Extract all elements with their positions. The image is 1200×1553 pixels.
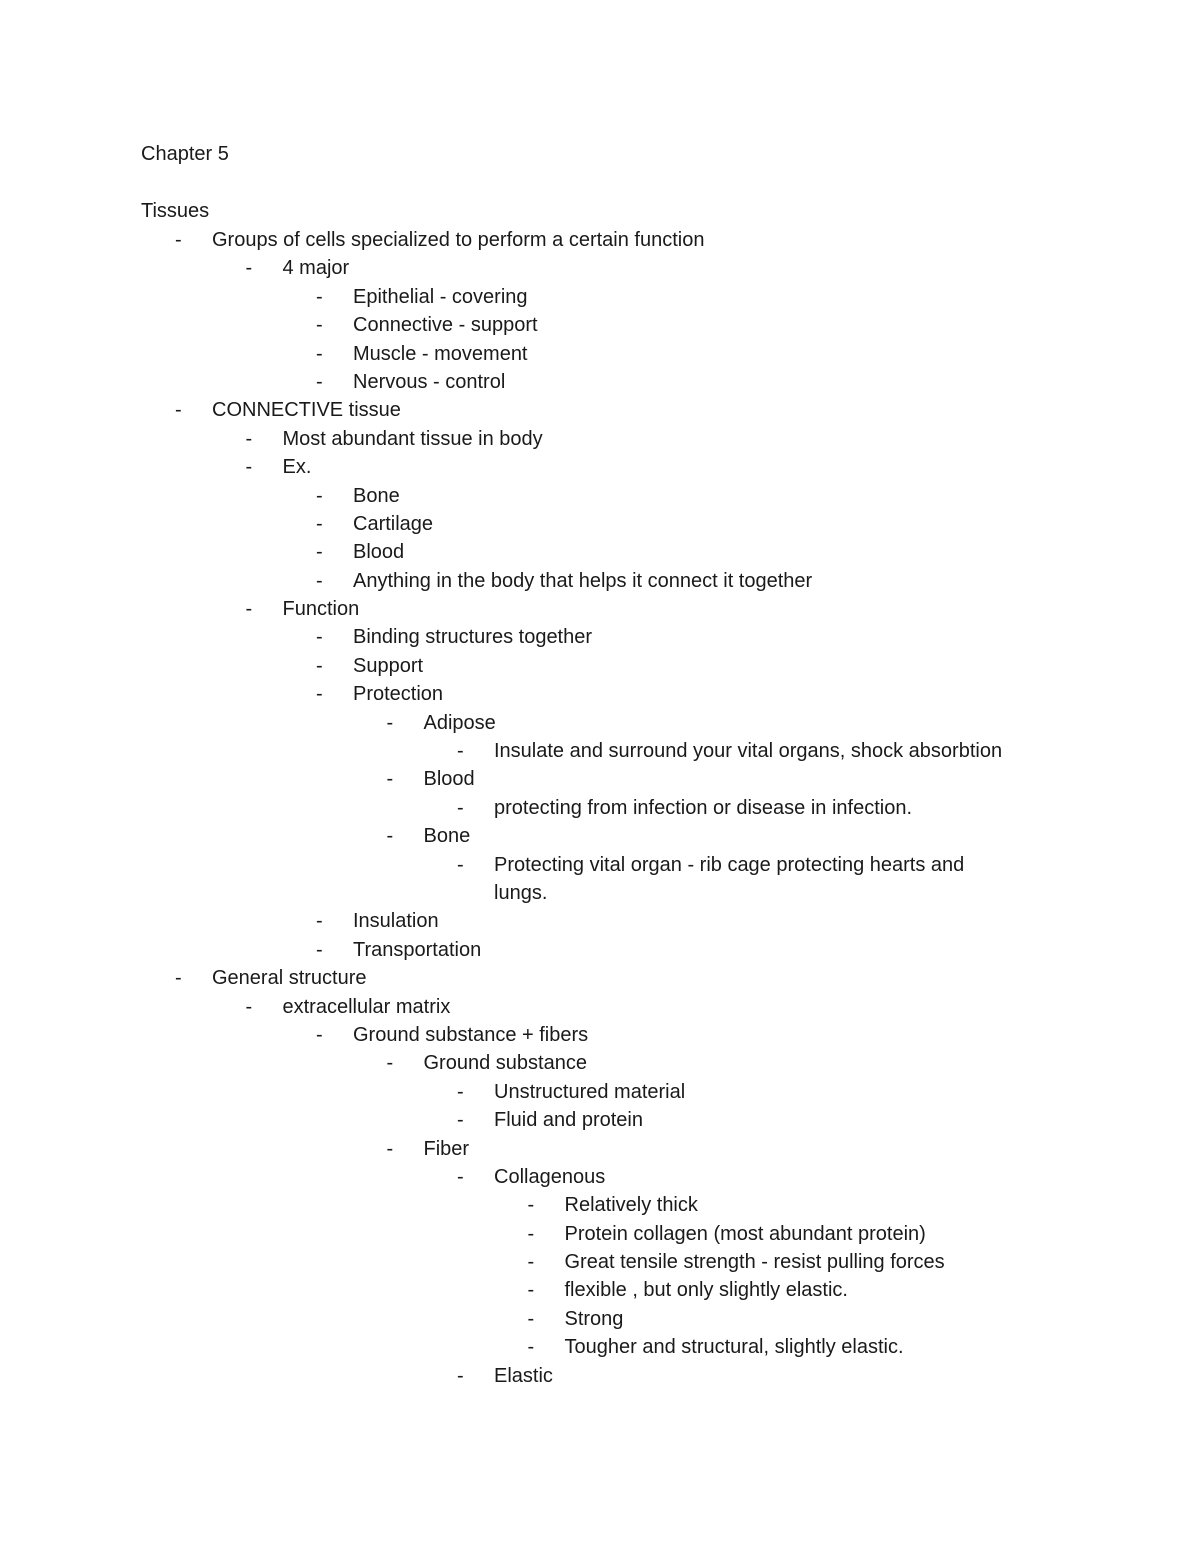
list-item-text: Strong xyxy=(564,1307,624,1330)
chapter-title: Chapter 5 xyxy=(141,143,229,165)
list-item xyxy=(0,510,1200,538)
bullet-dash: - xyxy=(316,1023,323,1046)
list-item-text: 4 major xyxy=(282,257,350,280)
bullet-dash: - xyxy=(316,484,323,507)
list-item xyxy=(0,1276,1200,1304)
list-item xyxy=(0,907,1200,935)
list-item xyxy=(0,340,1200,368)
list-item xyxy=(0,964,1200,992)
list-item xyxy=(0,822,1200,850)
bullet-dash: - xyxy=(457,853,464,876)
bullet-dash: - xyxy=(316,512,323,535)
bullet-dash: - xyxy=(316,683,323,706)
bullet-dash: - xyxy=(175,967,182,990)
list-item-text: Groups of cells specialized to perform a certain function xyxy=(212,229,705,251)
list-item xyxy=(0,311,1200,339)
bullet-dash: - xyxy=(457,1364,464,1387)
list-item xyxy=(0,453,1200,481)
bullet-dash: - xyxy=(245,995,253,1018)
list-item-text: Muscle - movement xyxy=(353,342,528,365)
bullet-dash: - xyxy=(245,456,253,479)
list-item-text: Protein collagen (most abundant protein) xyxy=(564,1222,926,1245)
list-item-text: Cartilage xyxy=(353,512,434,535)
list-item xyxy=(0,623,1200,651)
bullet-outline xyxy=(0,226,1200,1390)
bullet-dash: - xyxy=(175,399,182,422)
bullet-dash: - xyxy=(386,825,394,848)
list-item xyxy=(0,1333,1200,1361)
list-item-text: Function xyxy=(282,598,360,621)
bullet-dash: - xyxy=(245,598,253,621)
list-item-text: General structure xyxy=(212,967,367,990)
section-title: Tissues xyxy=(141,200,210,222)
list-item-text: Fluid and protein xyxy=(494,1109,643,1132)
list-item-text: Ground substance + fibers xyxy=(353,1023,589,1046)
list-item-text: Fiber xyxy=(423,1137,470,1160)
list-item xyxy=(0,482,1200,510)
list-item xyxy=(0,1362,1200,1390)
list-item-text: Great tensile strength - resist pulling forces xyxy=(564,1251,945,1274)
bullet-dash: - xyxy=(245,427,253,450)
list-item-text: lungs. xyxy=(494,881,548,904)
list-item-text: Bone xyxy=(423,825,471,848)
list-item xyxy=(0,709,1200,737)
list-item-text: Support xyxy=(353,654,424,677)
bullet-dash: - xyxy=(316,342,323,365)
list-item xyxy=(0,652,1200,680)
bullet-dash: - xyxy=(386,768,394,791)
bullet-dash: - xyxy=(316,910,323,933)
list-item xyxy=(0,851,1200,879)
list-item xyxy=(0,1191,1200,1219)
list-item xyxy=(0,737,1200,765)
list-item-text: Connective - support xyxy=(353,314,538,337)
bullet-dash: - xyxy=(457,796,464,819)
list-item xyxy=(0,1305,1200,1333)
list-item xyxy=(0,254,1200,282)
list-item-text: protecting from infection or disease in infection. xyxy=(494,796,912,819)
bullet-dash: - xyxy=(527,1279,535,1302)
list-item xyxy=(0,567,1200,595)
list-item xyxy=(0,425,1200,453)
list-item-text: flexible , but only slightly elastic. xyxy=(564,1279,848,1302)
list-item xyxy=(0,368,1200,396)
bullet-dash: - xyxy=(386,1052,394,1075)
list-item xyxy=(0,226,1200,254)
bullet-dash: - xyxy=(527,1222,535,1245)
list-item xyxy=(0,936,1200,964)
list-item-text: Tougher and structural, slightly elastic. xyxy=(564,1336,904,1359)
list-item-text: Adipose xyxy=(423,711,496,734)
list-item xyxy=(0,794,1200,822)
list-item xyxy=(0,1021,1200,1049)
list-item-text: Epithelial - covering xyxy=(353,285,528,308)
list-item-text: Nervous - control xyxy=(353,370,506,393)
list-item-text: Blood xyxy=(423,768,475,791)
list-item xyxy=(0,993,1200,1021)
bullet-dash: - xyxy=(527,1336,535,1359)
list-item xyxy=(0,1135,1200,1163)
list-item-text: Ex. xyxy=(282,456,312,479)
list-item-text: Blood xyxy=(353,541,405,564)
list-item xyxy=(0,879,1200,907)
bullet-dash: - xyxy=(386,711,394,734)
list-item-text: Insulate and surround your vital organs, shock absorbtion xyxy=(494,740,1003,763)
bullet-dash: - xyxy=(316,654,323,677)
bullet-dash: - xyxy=(316,626,323,649)
list-item xyxy=(0,283,1200,311)
list-item-text: Collagenous xyxy=(494,1165,606,1188)
bullet-dash: - xyxy=(316,938,323,961)
list-item-text: Anything in the body that helps it connect it together xyxy=(353,569,813,592)
bullet-dash: - xyxy=(316,541,323,564)
list-item xyxy=(0,396,1200,424)
bullet-dash: - xyxy=(316,285,323,308)
list-item xyxy=(0,538,1200,566)
list-item-text: Transportation xyxy=(353,938,482,961)
list-item-text: extracellular matrix xyxy=(282,995,451,1018)
list-item xyxy=(0,1220,1200,1248)
bullet-dash: - xyxy=(175,229,182,251)
list-item-text: CONNECTIVE tissue xyxy=(212,399,401,422)
list-item-text: Protection xyxy=(353,683,444,706)
list-item xyxy=(0,1049,1200,1077)
list-item-text: Bone xyxy=(353,484,400,507)
list-item xyxy=(0,765,1200,793)
list-item xyxy=(0,595,1200,623)
bullet-dash: - xyxy=(527,1194,535,1217)
bullet-dash: - xyxy=(457,1109,464,1132)
list-item xyxy=(0,680,1200,708)
bullet-dash: - xyxy=(245,257,253,280)
bullet-dash: - xyxy=(457,1080,464,1103)
list-item-text: Binding structures together xyxy=(353,626,593,649)
list-item-text: Ground substance xyxy=(423,1052,587,1075)
list-item-text: Elastic xyxy=(494,1364,553,1387)
bullet-dash: - xyxy=(316,370,323,393)
bullet-dash: - xyxy=(386,1137,394,1160)
list-item xyxy=(0,1248,1200,1276)
list-item xyxy=(0,1106,1200,1134)
bullet-dash: - xyxy=(457,740,464,763)
list-item-text: Protecting vital organ - rib cage protecting hearts and xyxy=(494,853,965,876)
list-item-text: Insulation xyxy=(353,910,439,933)
list-item xyxy=(0,1078,1200,1106)
bullet-dash: - xyxy=(527,1307,535,1330)
bullet-dash: - xyxy=(316,314,323,337)
bullet-dash: - xyxy=(527,1251,535,1274)
bullet-dash: - xyxy=(316,569,323,592)
list-item-text: Most abundant tissue in body xyxy=(282,427,543,450)
list-item xyxy=(0,1163,1200,1191)
bullet-dash: - xyxy=(457,1165,464,1188)
list-item-text: Unstructured material xyxy=(494,1080,686,1103)
list-item-text: Relatively thick xyxy=(564,1194,698,1217)
